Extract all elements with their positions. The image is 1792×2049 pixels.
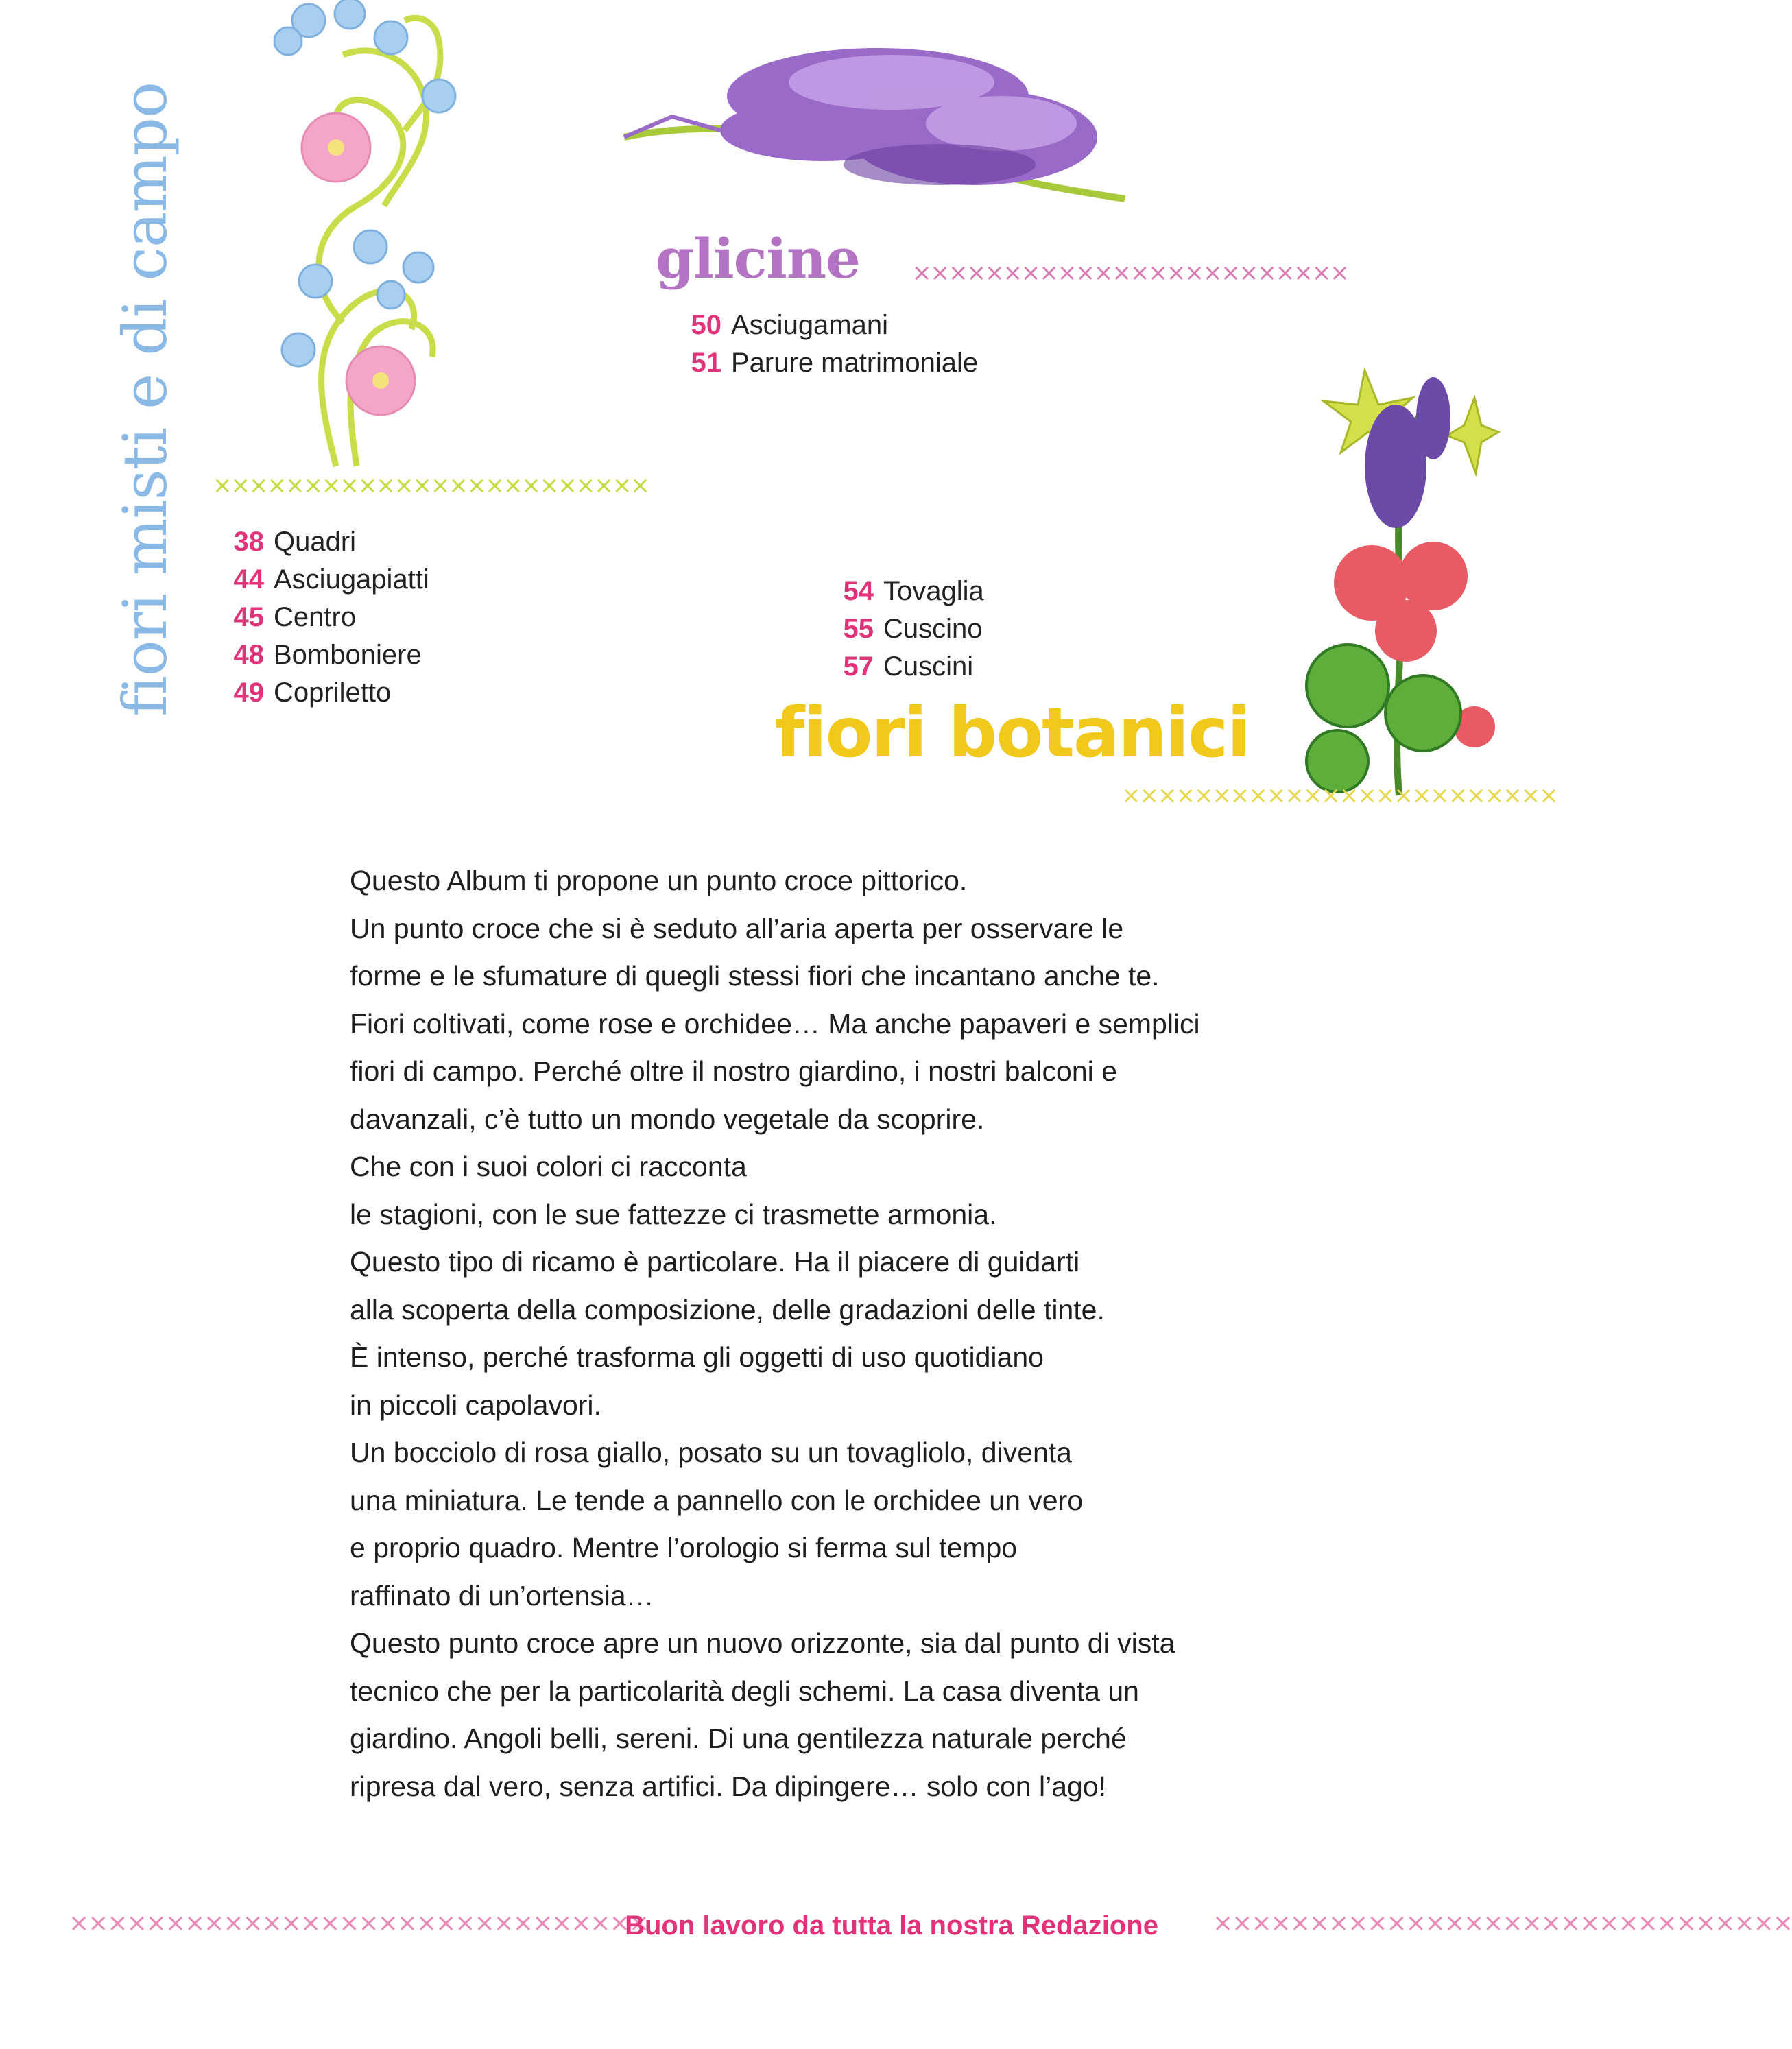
intro-line: raffinato di un’ortensia… <box>350 1579 654 1611</box>
page-number: 45 <box>233 602 264 632</box>
toc-item[interactable] <box>223 674 429 712</box>
page-number: 54 <box>843 576 874 606</box>
cross-stitch-border: ×××××××××××××××××××××××××××××× <box>1212 1909 1792 1937</box>
toc-label: Centro <box>274 602 357 632</box>
toc-glicine <box>680 307 978 382</box>
intro-line: davanzali, c’è tutto un mondo vegetale da scoprire. <box>350 1103 985 1135</box>
intro-line: Questo Album ti propone un punto croce pittorico. <box>350 865 968 896</box>
toc-label: Copriletto <box>274 678 392 708</box>
page-number: 38 <box>233 527 264 557</box>
toc-label: Asciugapiatti <box>274 564 429 595</box>
page-number: 49 <box>233 678 264 708</box>
intro-line: Un punto croce che si è seduto all’aria aperta per osservare le <box>350 912 1124 944</box>
cross-stitch-border: ×××××××××××××××××××××××× <box>912 259 1348 287</box>
toc-item[interactable] <box>223 636 429 674</box>
intro-line: fiori di campo. Perché oltre il nostro giardino, i nostri balconi e <box>350 1055 1117 1087</box>
toc-item[interactable] <box>223 599 429 636</box>
footer-message: Buon lavoro da tutta la nostra Redazione <box>625 1910 1158 1941</box>
section-title-fiori-misti: fiori misti e di campo <box>110 82 180 717</box>
toc-item[interactable] <box>680 344 978 382</box>
intro-line: una miniatura. Le tende a pannello con le orchidee un vero <box>350 1484 1084 1516</box>
toc-label: Bomboniere <box>274 640 422 670</box>
botanical-flowers-icon <box>1296 357 1502 802</box>
page-number: 48 <box>233 640 264 670</box>
toc-item[interactable] <box>223 561 429 599</box>
toc-item[interactable] <box>223 523 429 561</box>
cross-stitch-border: ×××××××××××××××××××××××× <box>213 472 649 499</box>
toc-label: Tovaglia <box>883 576 984 606</box>
intro-line: alla scoperta della composizione, delle gradazioni delle tinte. <box>350 1293 1105 1326</box>
toc-item[interactable] <box>833 573 984 610</box>
page-number: 51 <box>691 348 721 378</box>
toc-label: Cuscino <box>883 614 983 644</box>
intro-line: giardino. Angoli belli, sereni. Di una gentilezza naturale perché <box>350 1723 1127 1754</box>
page-number: 44 <box>233 564 264 595</box>
intro-line: Questo punto croce apre un nuovo orizzonte, sia dal punto di vista <box>350 1627 1175 1659</box>
page-number: 55 <box>843 614 874 644</box>
toc-item[interactable] <box>833 610 984 648</box>
intro-line: È intenso, perché trasforma gli oggetti di uso quotidiano <box>350 1341 1044 1373</box>
footer <box>0 1905 1792 1946</box>
forget-me-not-flowers-icon <box>267 0 466 473</box>
section-title-fiori-botanici: fiori botanici <box>775 693 1250 773</box>
intro-line: in piccoli capolavori. <box>350 1389 601 1421</box>
intro-line: le stagioni, con le sue fattezze ci trasmette armonia. <box>350 1198 997 1230</box>
toc-item[interactable] <box>833 648 984 686</box>
toc-fiori-botanici <box>833 573 984 686</box>
intro-line: Fiori coltivati, come rose e orchidee… Ma anche papaveri e semplici <box>350 1007 1200 1040</box>
toc-label: Quadri <box>274 527 357 557</box>
toc-fiori-misti <box>223 523 429 712</box>
page-number: 57 <box>843 651 874 682</box>
intro-line: Questo tipo di ricamo è particolare. Ha il piacere di guidarti <box>350 1246 1080 1278</box>
toc-label: Parure matrimoniale <box>731 348 979 378</box>
intro-line: Che con i suoi colori ci racconta <box>350 1151 747 1182</box>
toc-label: Cuscini <box>883 651 974 682</box>
intro-line: ripresa dal vero, senza artifici. Da dipingere… solo con l’ago! <box>350 1770 1106 1802</box>
page-number: 50 <box>691 310 721 340</box>
intro-line: e proprio quadro. Mentre l’orologio si ferma sul tempo <box>350 1532 1018 1563</box>
intro-line: Un bocciolo di rosa giallo, posato su un tovagliolo, diventa <box>350 1437 1072 1468</box>
cross-stitch-border: ×××××××××××××××××××××××× <box>1121 782 1557 809</box>
section-title-glicine: glicine <box>656 226 860 291</box>
intro-line: forme e le sfumature di quegli stessi fiori che incantano anche te. <box>350 960 1160 992</box>
wisteria-branch-icon <box>617 34 1132 233</box>
toc-label: Asciugamani <box>731 310 889 340</box>
intro-text <box>350 857 1447 1810</box>
cross-stitch-border: ×××××××××××××××××××××××××××××× <box>69 1909 648 1937</box>
toc-item[interactable] <box>680 307 978 344</box>
intro-line: tecnico che per la particolarità degli schemi. La casa diventa un <box>350 1675 1139 1707</box>
